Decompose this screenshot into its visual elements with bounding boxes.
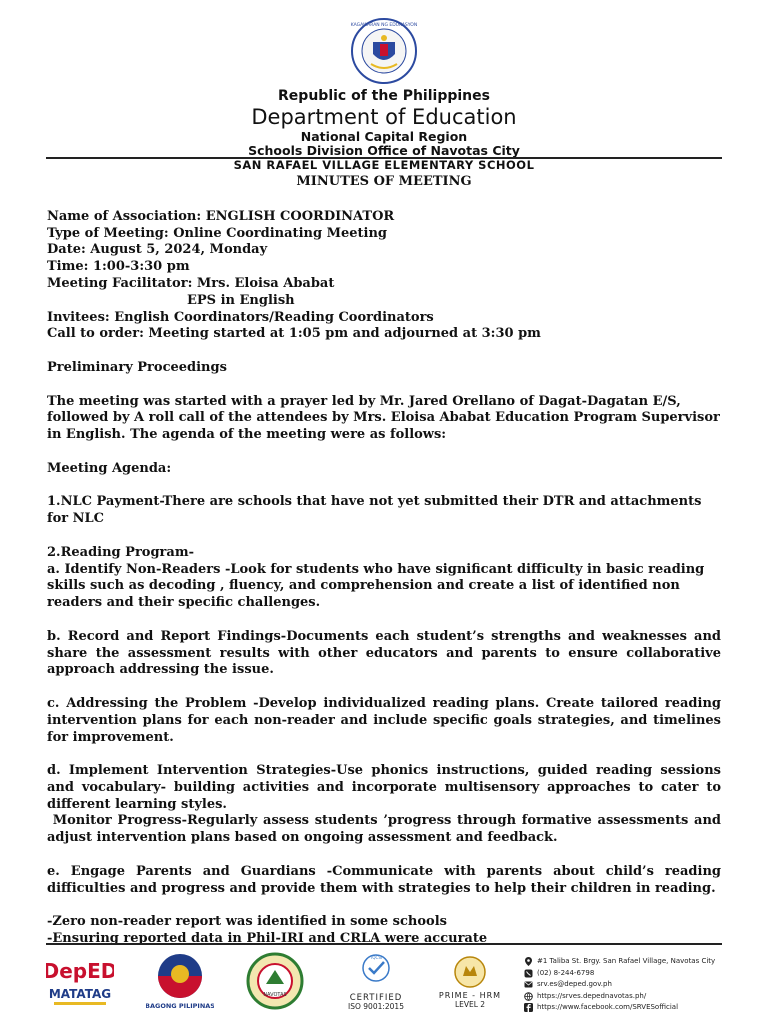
bagong-pilipinas-logo — [146, 952, 214, 1014]
region-line: National Capital Region — [300, 129, 468, 144]
school-name: SAN RAFAEL VILLAGE ELEMENTARY SCHOOL — [233, 158, 535, 172]
globe-icon — [524, 992, 533, 1001]
iso-text: ISO 9001:2015 — [348, 1002, 404, 1011]
footer — [46, 952, 722, 1016]
certified-text: CERTIFIED — [349, 993, 403, 1003]
invitees-line: Invitees: English Coordinators/Reading Coordinators — [47, 309, 434, 325]
agenda-item-2-heading: 2.Reading Program- — [47, 544, 194, 560]
footer-divider — [46, 943, 722, 945]
facebook-row — [524, 1002, 715, 1014]
time-line: Time: 1:00-3:30 pm — [47, 259, 190, 275]
document-title: MINUTES OF MEETING — [296, 174, 472, 189]
email-link[interactable]: srv.es@deped.gov.ph — [537, 980, 612, 988]
preliminary-paragraph: The meeting was started with a prayer led by Mr. Jared Orellano of Dagat-Dagatan E/S, followed by A roll call of the attendees by Mrs. Eloisa Ababat Education Program Supervisor in English. The agenda of the meeting were as follows: — [47, 393, 720, 443]
deped-logo-text: DepED — [46, 959, 114, 983]
deped-matatag-logo — [46, 952, 114, 1014]
email-icon — [524, 980, 533, 989]
bagong-pilipinas-text: BAGONG PILIPINAS — [146, 1002, 214, 1010]
preliminary-heading: Preliminary Proceedings — [47, 359, 227, 375]
agenda-item-2d: d. Implement Intervention Strategies-Use phonics instructions, guided reading sessions and vocabulary- building activities and incorporate multisensory approaches to cater to different learning styles. — [47, 763, 721, 812]
school-seal-text: NAVOTAS — [263, 992, 287, 998]
tqcsi-iso-logo — [336, 952, 416, 1018]
minutes-body — [47, 174, 726, 948]
division-line: Schools Division Office of Navotas City — [248, 143, 520, 158]
contact-block — [524, 956, 715, 1014]
prime-hrm-logo — [430, 952, 510, 1018]
agenda-item-2b: b. Record and Report Findings-Documents each student’s strengths and weaknesses and share the assessment results with other educators and parents to ensure collaborative approach addressing the issue. — [47, 628, 721, 678]
seal-text: KAGAWARAN NG EDUKASYON — [351, 23, 417, 28]
level-text: LEVEL 2 — [454, 1000, 486, 1009]
address-row — [524, 956, 715, 968]
phone-row — [524, 968, 715, 980]
tqcsi-text: TQCSI — [369, 955, 383, 960]
prime-hrm-text: PRIME - HRM — [438, 991, 502, 1000]
republic-line: Republic of the Philippines — [278, 88, 490, 104]
meeting-type-line: Type of Meeting: Online Coordinating Meeting — [47, 225, 387, 241]
agenda-item-2c: c. Addressing the Problem -Develop individualized reading plans. Create tailored reading intervention plans for each non-reader and include specific goals strategies, and timelines for improvement. — [47, 695, 721, 745]
note-zero-non-reader: -Zero non-reader report was identified in some schools — [47, 914, 447, 930]
agenda-item-2a: a. Identify Non-Readers -Look for students who have significant difficulty in basic reading skills such as decoding , fluency, and comprehension and create a list of identified non readers and their specific challenges. — [47, 561, 705, 611]
agenda-item-2d-monitor: Monitor Progress-Regularly assess students ’progress through formative assessments and adjust intervention plans based on ongoing assessment and feedback. — [47, 813, 726, 846]
facilitator-line: Meeting Facilitator: Mrs. Eloisa Ababat — [47, 275, 335, 291]
location-pin-icon — [524, 957, 533, 966]
phone-icon — [524, 969, 533, 978]
facilitator-title-line: EPS in English — [187, 292, 295, 308]
facebook-icon — [524, 1003, 533, 1012]
deped-seal — [351, 18, 417, 84]
website-link[interactable]: https://srves.depednavotas.ph/ — [537, 991, 647, 1000]
website-row — [524, 991, 715, 1003]
letterhead — [0, 18, 768, 172]
agenda-heading: Meeting Agenda: — [47, 460, 172, 476]
date-line: Date: August 5, 2024, Monday — [47, 242, 268, 258]
email-row — [524, 979, 715, 991]
agenda-item-1: 1.NLC Payment-There are schools that have not yet submitted their DTR and attachments for NLC — [47, 494, 702, 527]
department-name: Department of Education — [251, 105, 517, 129]
facebook-link[interactable]: https://www.facebook.com/SRVESofficial — [537, 1003, 679, 1011]
header-divider — [46, 157, 722, 159]
address-text: #1 Taliba St. Brgy. San Rafael Village, Navotas City — [537, 957, 716, 965]
note-data-accuracy: -Ensuring reported data in Phil-IRI and CRLA were accurate — [47, 931, 488, 947]
association-line: Name of Association: ENGLISH COORDINATOR — [47, 208, 395, 224]
agenda-item-2e: e. Engage Parents and Guardians -Communicate with parents about child’s reading difficulties and progress and provide them with strategies to help their children in reading. — [47, 863, 721, 896]
matatag-text: MATATAG — [48, 987, 112, 1001]
call-to-order-line: Call to order: Meeting started at 1:05 pm and adjourned at 3:30 pm — [47, 326, 541, 342]
phone-text: (02) 8-244-6798 — [537, 968, 595, 977]
school-seal-logo — [246, 952, 304, 1014]
